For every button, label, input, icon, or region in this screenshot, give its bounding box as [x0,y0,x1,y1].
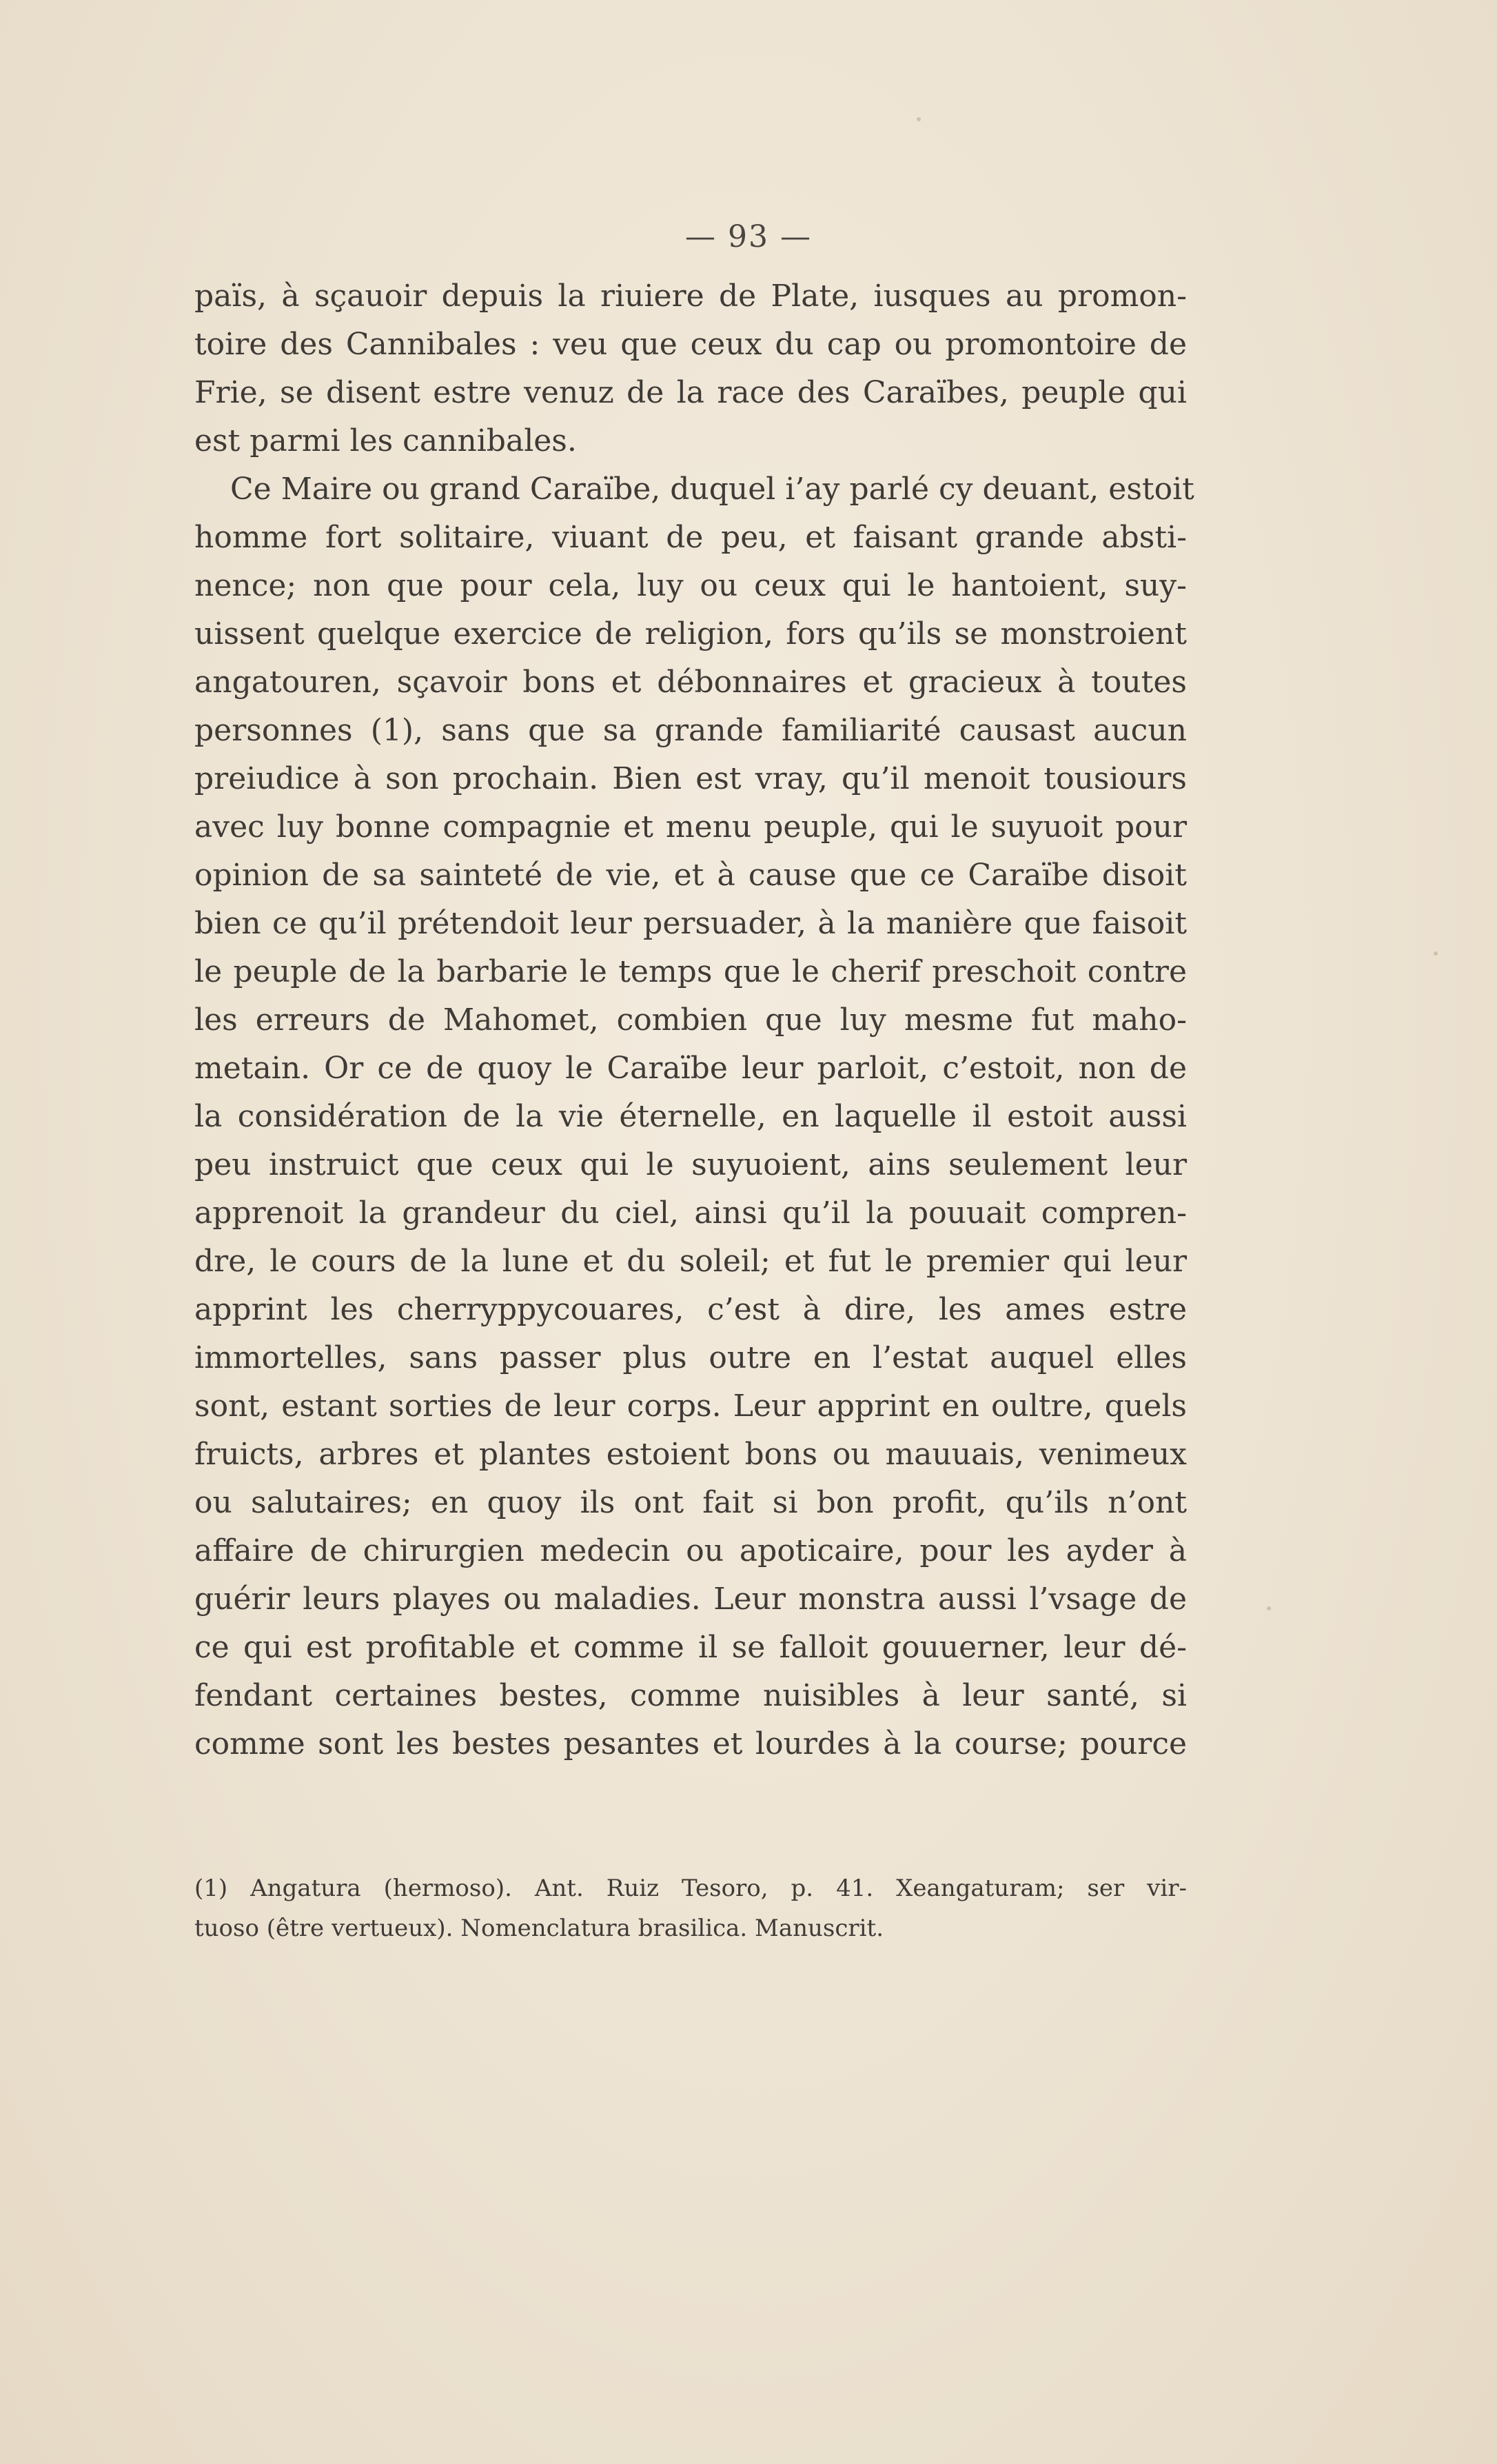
page-number: — 93 — [685,219,812,254]
text-line: nence; non que pour cela, luy ou ceux qui le hantoient, suy- [194,568,1187,603]
text-line: apprint les cherryppycouares, c’est à dire, les ames estre [194,1292,1187,1327]
paper-speck [1267,1606,1271,1610]
text-line: la considération de la vie éternelle, en laquelle il estoit aussi [194,1099,1187,1134]
text-line: peu instruict que ceux qui le suyuoient, ains seulement leur [194,1147,1187,1182]
text-line: uissent quelque exercice de religion, fors qu’ils se monstroient [194,616,1187,652]
text-line: fruicts, arbres et plantes estoient bons ou mauuais, venimeux [194,1437,1187,1472]
footnote-line: tuoso (être vertueux). Nomenclatura brasilica. Manuscrit. [194,1915,884,1942]
text-line: bien ce qu’il prétendoit leur persuader, à la manière que faisoit [194,906,1187,941]
text-line: Ce Maire ou grand Caraïbe, duquel i’ay parlé cy deuant, estoit [230,472,1194,507]
text-line: ce qui est profitable et comme il se falloit gouuerner, leur dé- [194,1630,1187,1665]
text-line: angatouren, sçavoir bons et débonnaires et gracieux à toutes [194,665,1187,700]
body-text [194,272,1194,1768]
text-line: opinion de sa sainteté de vie, et à cause que ce Caraïbe disoit [194,858,1187,893]
paper-speck [1434,951,1438,956]
text-line: le peuple de la barbarie le temps que le cherif preschoit contre [194,954,1187,989]
text-line: ou salutaires; en quoy ils ont fait si bon profit, qu’ils n’ont [194,1485,1187,1520]
text-line: affaire de chirurgien medecin ou apoticaire, pour les ayder à [194,1533,1187,1568]
text-line: est parmi les cannibales. [194,423,577,458]
footnote [194,1868,1187,1948]
text-line: personnes (1), sans que sa grande familiarité causast aucun [194,713,1187,748]
footnote-line: (1) Angatura (hermoso). Ant. Ruiz Tesoro, p. 41. Xeangaturam; ser vir- [194,1875,1187,1902]
text-line: metain. Or ce de quoy le Caraïbe leur parloit, c’estoit, non de [194,1051,1187,1086]
text-line: apprenoit la grandeur du ciel, ainsi qu’il la pouuait compren- [194,1195,1187,1231]
text-line: avec luy bonne compagnie et menu peuple, qui le suyuoit pour [194,809,1187,845]
text-line: sont, estant sorties de leur corps. Leur apprint en oultre, quels [194,1388,1187,1424]
text-line: fendant certaines bestes, comme nuisibles à leur santé, si [194,1678,1187,1713]
text-line: homme fort solitaire, viuant de peu, et faisant grande absti- [194,520,1187,555]
text-line: les erreurs de Mahomet, combien que luy mesme fut maho- [194,1002,1187,1038]
text-line: dre, le cours de la lune et du soleil; et fut le premier qui leur [194,1244,1187,1279]
text-line: preiudice à son prochain. Bien est vray, qu’il menoit tousiours [194,761,1187,796]
text-line: guérir leurs playes ou maladies. Leur monstra aussi l’vsage de [194,1582,1187,1617]
text-line: comme sont les bestes pesantes et lourdes à la course; pource [194,1726,1187,1761]
text-line: immortelles, sans passer plus outre en l’estat auquel elles [194,1340,1187,1375]
paper-speck [917,117,921,121]
text-line: Frie, se disent estre venuz de la race des Caraïbes, peuple qui [194,375,1187,410]
text-line: toire des Cannibales : veu que ceux du cap ou promontoire de [194,327,1187,362]
text-line: païs, à sçauoir depuis la riuiere de Plate, iusques au promon- [194,279,1187,314]
